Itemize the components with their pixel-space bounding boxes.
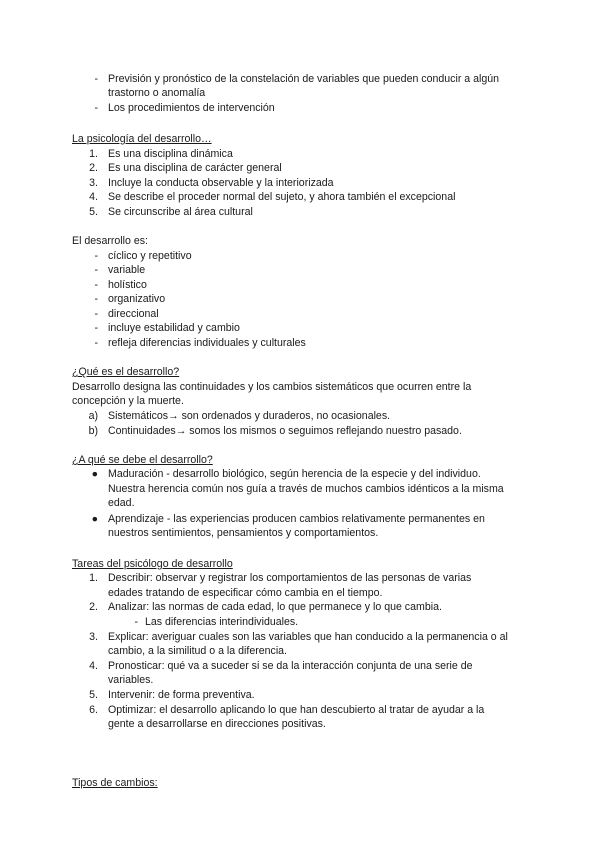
list-item: Continuidades→ somos los mismos o seguimos reflejando nuestro pasado. [108,425,462,437]
list-marker: - [94,102,98,114]
list-item: Incluye la conducta observable y la interiorizada [108,177,334,189]
list-item-line: Nuestra herencia común nos guía a través de muchos cambios idénticos a la misma [108,483,504,495]
list-item: Se circunscribe al área cultural [108,206,253,218]
list-item-line: gente a desarrollarse en direcciones positivas. [108,718,326,730]
section-heading-a-que: ¿A qué se debe el desarrollo? [72,454,213,466]
list-marker: - [94,264,98,276]
list-item-line: nuestros sentimientos, pensamientos y comportamientos. [108,527,379,539]
list-marker: - [94,293,98,305]
section-heading-desarrollo-es: El desarrollo es: [72,235,148,247]
list-item-line: Maduración - desarrollo biológico, según herencia de la especie y del individuo. [108,468,481,480]
list-item-line: edades tratando de especificar cómo cambia en el tiempo. [108,587,383,599]
bullet-marker: ● [91,513,98,525]
sub-list-marker: - [134,616,138,628]
list-marker: 6. [89,704,98,716]
list-item: incluye estabilidad y cambio [108,322,240,334]
list-item: direccional [108,308,159,320]
section-heading-tareas: Tareas del psicólogo de desarrollo [72,558,233,570]
list-item: cíclico y repetitivo [108,250,192,262]
list-marker: 5. [89,689,98,701]
list-item-line: Optimizar: el desarrollo aplicando lo que han descubierto al tratar de ayudar a la [108,704,485,716]
list-marker: - [94,337,98,349]
list-item-line: Explicar: averiguar cuales son las variables que han conducido a la permanencia o al [108,631,508,643]
list-marker: - [94,73,98,85]
list-marker: 3. [89,631,98,643]
section-heading-tipos: Tipos de cambios: [72,777,158,789]
list-marker: 2. [89,601,98,613]
list-marker: a) [88,410,98,422]
list-marker: - [94,308,98,320]
list-item: Se describe el proceder normal del sujeto, y ahora también el excepcional [108,191,456,203]
list-item: organizativo [108,293,166,305]
list-item: variable [108,264,146,276]
list-marker: 2. [89,162,98,174]
list-marker: 3. [89,177,98,189]
list-item-line: Analizar: las normas de cada edad, lo que permanece y lo que cambia. [108,601,442,613]
list-marker: 5. [89,206,98,218]
list-item: holístico [108,279,147,291]
list-marker: 4. [89,660,98,672]
list-item-line: Los procedimientos de intervención [108,102,275,114]
list-item-line: trastorno o anomalía [108,87,206,99]
list-item-line: cambio, a la similitud o a la diferencia. [108,645,288,657]
list-item-line: Pronosticar: qué va a suceder si se da la interacción conjunta de una serie de [108,660,473,672]
list-item-line: Aprendizaje - las experiencias producen cambios relativamente permanentes en [108,513,485,525]
list-item-line: edad. [108,497,135,509]
section-heading-que-es: ¿Qué es el desarrollo? [72,366,180,378]
paragraph-line: Desarrollo designa las continuidades y los cambios sistemáticos que ocurren entre la [72,381,472,393]
list-item: Es una disciplina de carácter general [108,162,282,174]
list-item-line: variables. [108,674,154,686]
list-item: Es una disciplina dinámica [108,148,233,160]
sub-list-item: Las diferencias interindividuales. [145,616,299,628]
bullet-marker: ● [91,468,98,480]
section-heading-psicologia: La psicología del desarrollo… [72,133,212,145]
list-marker: 1. [89,148,98,160]
list-marker: 1. [89,572,98,584]
list-item: refleja diferencias individuales y culturales [108,337,306,349]
list-item-line: Previsión y pronóstico de la constelación de variables que pueden conducir a algún [108,73,500,85]
list-marker: - [94,250,98,262]
list-marker: 4. [89,191,98,203]
list-marker: - [94,279,98,291]
list-item-line: Describir: observar y registrar los comportamientos de las personas de varias [108,572,472,584]
list-marker: b) [88,425,98,437]
list-marker: - [94,322,98,334]
paragraph-line: concepción y la muerte. [72,395,184,407]
list-item-line: Intervenir: de forma preventiva. [108,689,255,701]
list-item: Sistemáticos→ son ordenados y duraderos, no ocasionales. [108,410,391,422]
